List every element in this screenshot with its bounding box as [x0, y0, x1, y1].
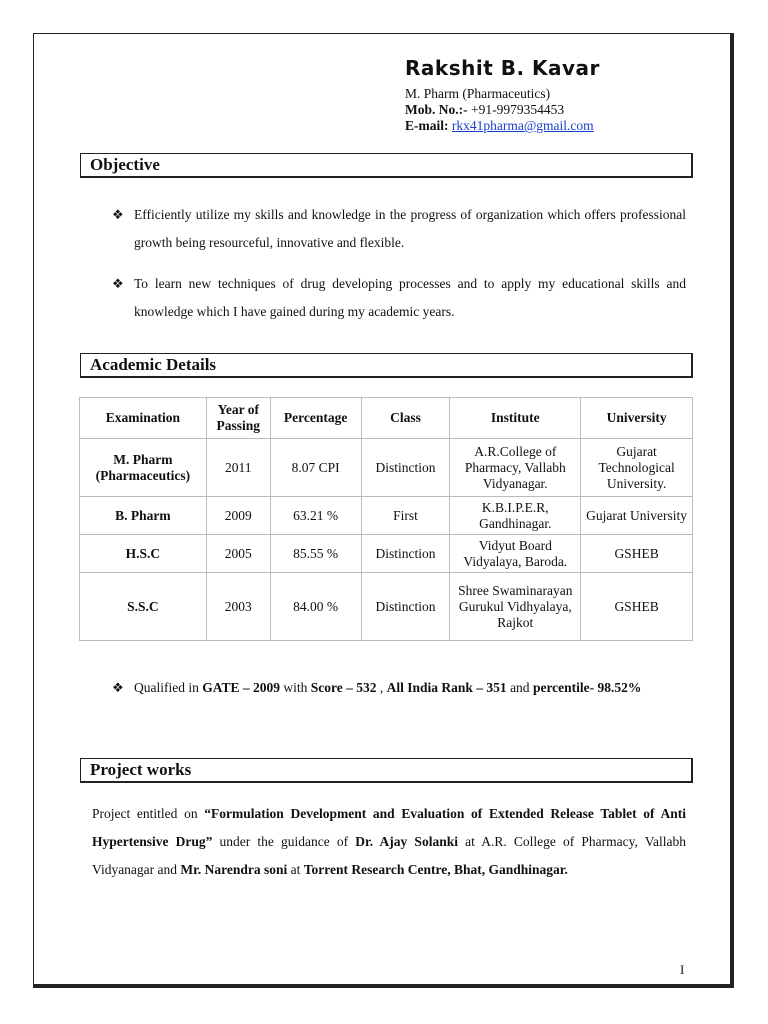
table-cell: 2009	[206, 497, 270, 535]
mobile-label: Mob. No.:-	[405, 102, 468, 117]
table-cell: 63.21 %	[270, 497, 361, 535]
column-header: Class	[361, 398, 450, 439]
column-header: Year of Passing	[206, 398, 270, 439]
table-cell: Gujarat Technological University.	[581, 439, 693, 497]
objective-bullet-text: To learn new techniques of drug developing processes and to apply my educational skills and knowledge which I have gained during my academic years.	[134, 276, 686, 319]
resume-header	[405, 56, 600, 134]
diamond-bullet-icon: ❖	[112, 680, 124, 695]
gate-rank: All India Rank – 351	[386, 680, 507, 695]
table-cell: H.S.C	[80, 535, 207, 573]
table-cell: Shree Swaminarayan Gurukul Vidhyalaya, Rajkot	[450, 573, 581, 641]
table-row	[80, 439, 693, 497]
objective-bullet-1	[112, 201, 686, 257]
table-row	[80, 573, 693, 641]
diamond-bullet-icon: ❖	[112, 207, 124, 222]
table-cell: 2005	[206, 535, 270, 573]
table-cell: First	[361, 497, 450, 535]
project-name: “Formulation Development and Evaluation of Extended Release Tablet of Anti Hypertensive Drug”	[92, 806, 686, 849]
project-text-part: Project entitled on	[92, 806, 205, 821]
gate-score: Score – 532	[310, 680, 377, 695]
academic-heading	[80, 353, 693, 378]
email-line	[405, 118, 600, 134]
column-header: University	[581, 398, 693, 439]
page-number: I	[680, 962, 685, 977]
project-text-part: under the guidance of	[212, 834, 356, 849]
gate-text-part: Qualified in	[134, 680, 203, 695]
mobile-number: +91-9979354453	[467, 102, 565, 117]
table-row	[80, 535, 693, 573]
table-cell: M. Pharm (Pharmaceutics)	[80, 439, 207, 497]
table-cell: S.S.C	[80, 573, 207, 641]
project-description	[92, 800, 686, 884]
candidate-name: Rakshit B. Kavar	[405, 56, 600, 80]
table-cell: A.R.College of Pharmacy, Vallabh Vidyanagar.	[450, 439, 581, 497]
degree: M. Pharm (Pharmaceutics)	[405, 86, 551, 101]
project-text-part: at A.R. College of Pharmacy, Vallabh Vidyanagar and	[92, 834, 687, 877]
research-centre: Torrent Research Centre, Bhat, Gandhinagar.	[303, 862, 568, 877]
table-cell: 8.07 CPI	[270, 439, 361, 497]
objective-heading	[80, 153, 693, 178]
mobile-line	[405, 102, 600, 118]
table-cell: Gujarat University	[581, 497, 693, 535]
column-header: Examination	[80, 398, 207, 439]
table-cell: Distinction	[361, 535, 450, 573]
table-cell: 2003	[206, 573, 270, 641]
project-text-part: at	[287, 862, 304, 877]
gate-text	[134, 674, 686, 702]
academic-title: Academic Details	[90, 355, 217, 374]
diamond-bullet-icon: ❖	[112, 276, 124, 291]
column-header: Institute	[450, 398, 581, 439]
academic-table	[79, 397, 693, 641]
guide-name: Dr. Ajay Solanki	[355, 834, 458, 849]
table-cell: Distinction	[361, 439, 450, 497]
table-cell: 84.00 %	[270, 573, 361, 641]
table-row	[80, 497, 693, 535]
email-link[interactable]: rkx41pharma@gmail.com	[451, 118, 594, 133]
objective-title: Objective	[90, 155, 160, 174]
gate-exam: GATE – 2009	[202, 680, 280, 695]
table-cell: 2011	[206, 439, 270, 497]
gate-bullet	[112, 674, 686, 702]
gate-text-part: with	[280, 680, 311, 695]
table-cell: GSHEB	[581, 573, 693, 641]
co-guide-name: Mr. Narendra soni	[180, 862, 288, 877]
gate-text-part: ,	[376, 680, 387, 695]
table-cell: B. Pharm	[80, 497, 207, 535]
table-header-row	[80, 398, 693, 439]
gate-text-part: and	[506, 680, 533, 695]
objective-bullet-2	[112, 270, 686, 326]
project-heading	[80, 758, 693, 783]
table-cell: K.B.I.P.E.R, Gandhinagar.	[450, 497, 581, 535]
table-cell: GSHEB	[581, 535, 693, 573]
table-cell: 85.55 %	[270, 535, 361, 573]
project-title: Project works	[90, 760, 192, 779]
table-cell: Distinction	[361, 573, 450, 641]
column-header: Percentage	[270, 398, 361, 439]
email-label: E-mail:	[405, 118, 449, 133]
gate-percentile: percentile- 98.52%	[532, 680, 642, 695]
table-cell: Vidyut Board Vidyalaya, Baroda.	[450, 535, 581, 573]
objective-bullet-text: Efficiently utilize my skills and knowledge in the progress of organization which offers professional growth being resourceful, innovative and flexible.	[134, 207, 686, 250]
